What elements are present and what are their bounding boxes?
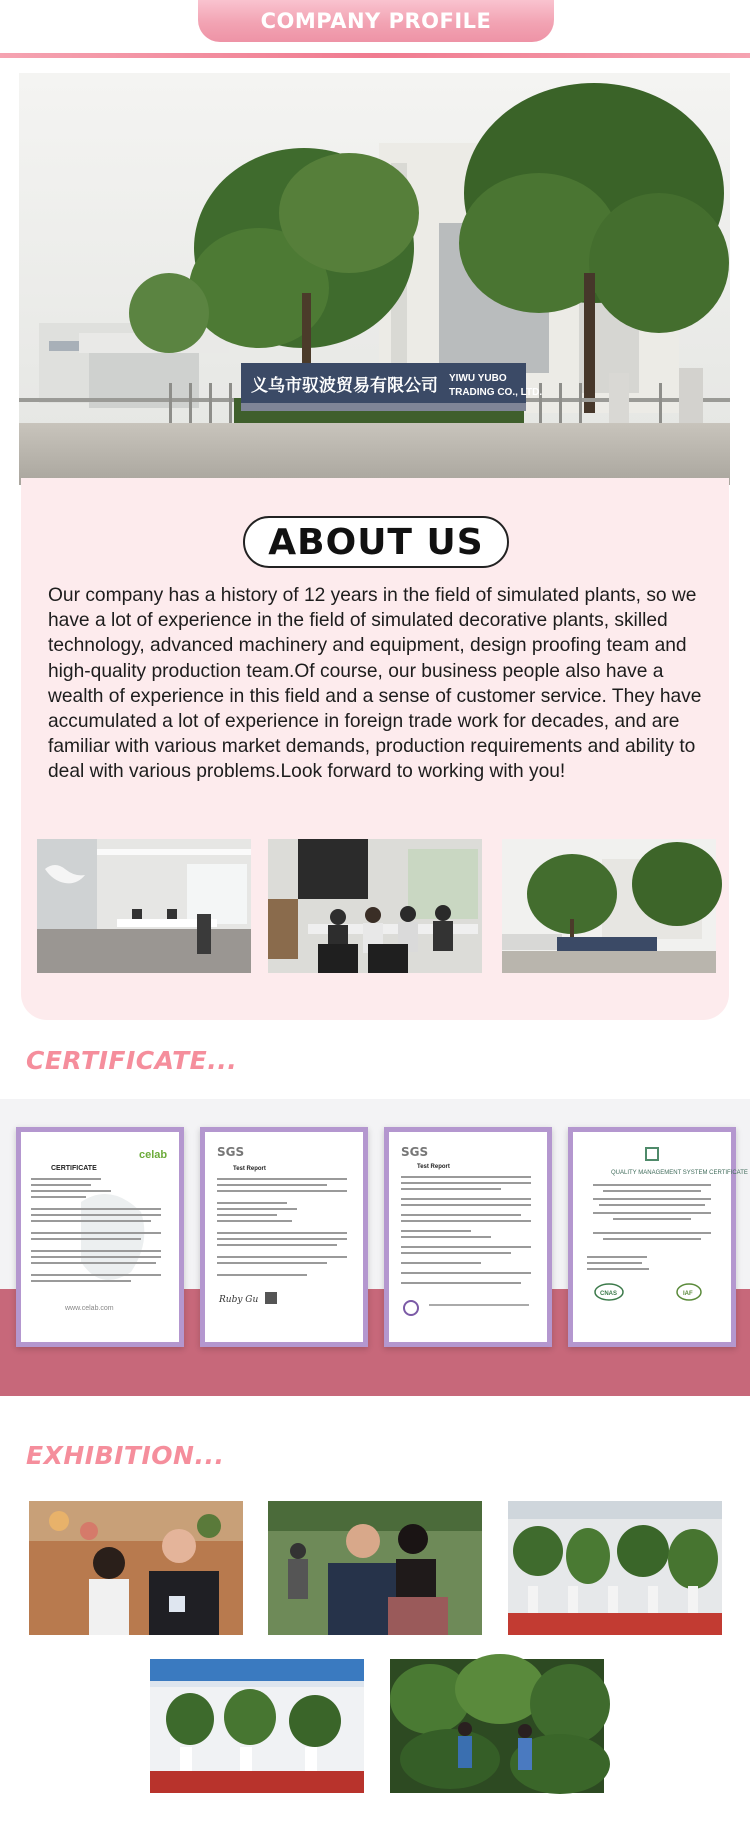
sgs-report-1	[200, 1127, 368, 1347]
exhibition-heading: EXHIBITION...	[26, 1441, 225, 1470]
celab-footer: www.celab.com	[65, 1305, 114, 1312]
building-thumbnail-photo	[502, 839, 716, 973]
exhibition-photo-3	[508, 1501, 722, 1635]
company-profile-banner	[198, 0, 554, 42]
exhibition-photo-1	[29, 1501, 243, 1635]
sgs-brand-2: SGS	[401, 1145, 429, 1159]
celab-certificate	[16, 1127, 184, 1347]
sgs-title-2: Test Report	[417, 1164, 450, 1170]
certificate-heading: CERTIFICATE...	[26, 1046, 238, 1075]
company-building-photo	[19, 73, 730, 485]
qms-title: QUALITY MANAGEMENT SYSTEM CERTIFICATE	[611, 1170, 748, 1176]
sgs-report-2	[384, 1127, 552, 1347]
cnas-badge: CNAS	[600, 1291, 618, 1297]
office-photo	[37, 839, 251, 973]
about-us-title	[243, 516, 509, 568]
celab-title: CERTIFICATE	[51, 1165, 97, 1172]
exhibition-photo-2	[268, 1501, 482, 1635]
sgs-title-1: Test Report	[233, 1166, 266, 1172]
meeting-room-photo	[268, 839, 482, 973]
about-us-description: Our company has a history of 12 years in the field of simulated plants, so we have a lot of experience in the field of simulated decorative plants, skilled technology, advanced machinery and equipment, design proofing team and high-quality production team.Of course, our business people also have a wealth of experience in this field and a sense of customer service. They have accumulated a lot of experience in foreign trade work for decades, and are familiar with various market demands, production requirements and ability to deal with various problems.Look forward to working with you!	[48, 585, 702, 783]
sgs-signature: Ruby Gu	[219, 1295, 259, 1305]
sign-chinese: 义乌市驭波贸易有限公司	[251, 376, 438, 396]
exhibition-photo-4	[150, 1659, 364, 1793]
sign-english-line1: YIWU YUBO	[449, 373, 507, 384]
company-profile-title: COMPANY PROFILE	[260, 9, 492, 33]
quality-management-certificate	[568, 1127, 748, 1347]
celab-brand: celab	[139, 1149, 168, 1161]
iaf-badge: IAF	[683, 1291, 693, 1297]
header-divider	[0, 53, 750, 58]
sgs-brand-1: SGS	[217, 1145, 245, 1159]
exhibition-photo-5	[390, 1659, 604, 1793]
about-us-title-text: ABOUT US	[268, 521, 484, 563]
sign-english-line2: TRADING CO., LTD.	[449, 387, 543, 398]
